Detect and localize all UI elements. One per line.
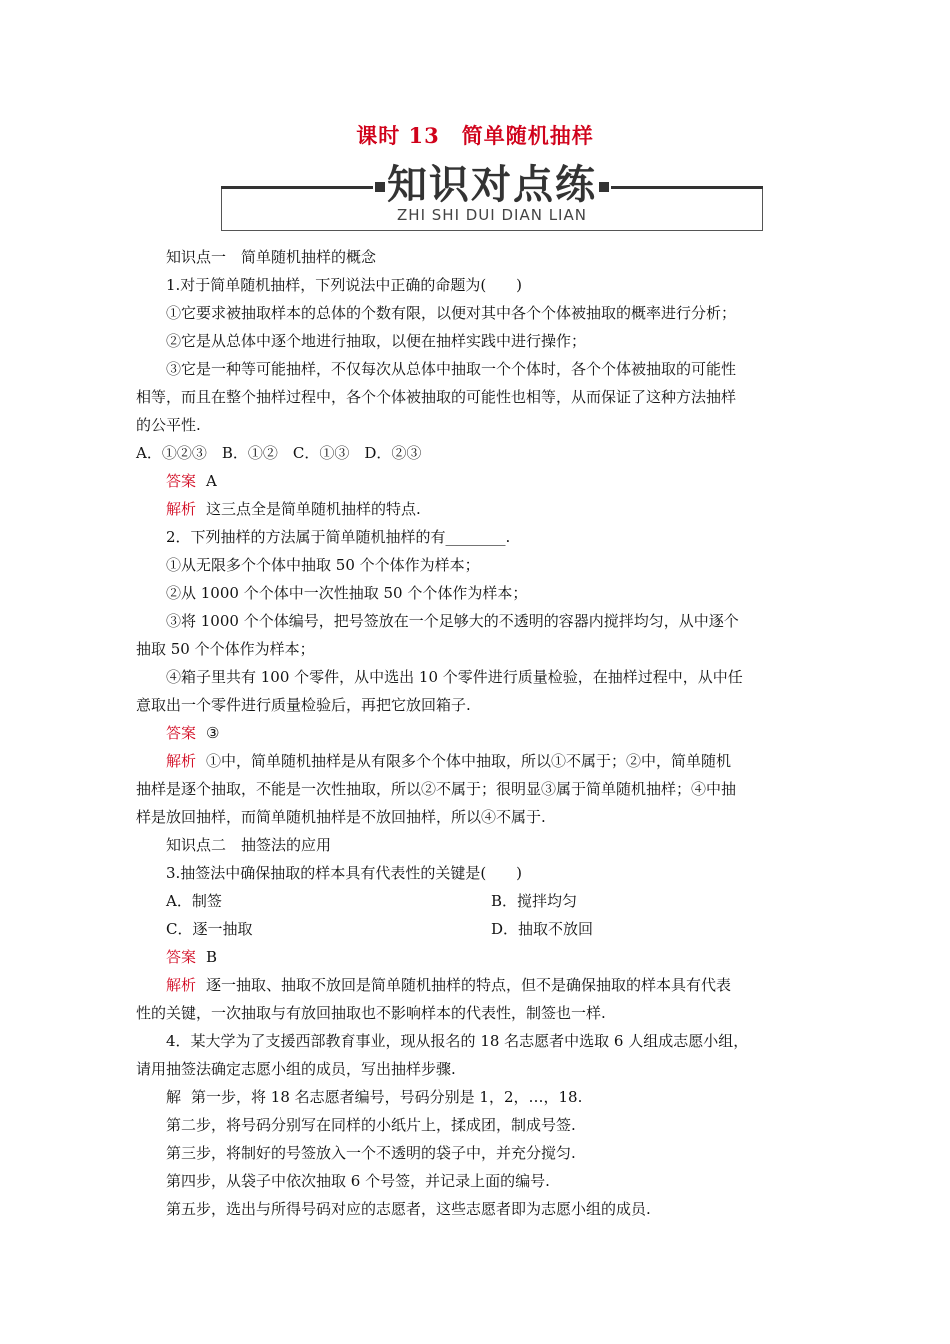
q3-option-b: B．搅拌均匀 bbox=[491, 892, 578, 910]
q1-statement-3: ③它是一种等可能抽样，不仅每次从总体中抽取一个个体时，各个个体被抽取的可能性 bbox=[166, 360, 737, 378]
q4-solution-step-3: 第三步，将制好的号签放入一个不透明的袋子中，并充分搅匀. bbox=[166, 1144, 576, 1162]
q2-analysis bbox=[136, 747, 816, 775]
q3-stem: 3.抽签法中确保抽取的样本具有代表性的关键是( ) bbox=[166, 864, 523, 882]
q2-statement-2: ②从 1000 个个体中一次性抽取 50 个个体作为样本； bbox=[166, 584, 528, 602]
analysis-label: 解析 bbox=[166, 500, 197, 518]
q3-analysis bbox=[136, 971, 816, 999]
q4-stem-cont: 请用抽签法确定志愿小组的成员，写出抽样步骤. bbox=[136, 1060, 456, 1078]
answer-label: 答案 bbox=[166, 724, 197, 742]
solution-step-text: 第一步，将 18 名志愿者编号，号码分别是 1，2，…，18. bbox=[191, 1088, 583, 1106]
analysis-text: 这三点全是简单随机抽样的特点. bbox=[206, 500, 421, 518]
answer-label: 答案 bbox=[166, 948, 197, 966]
banner-subtitle: ZHI SHI DUI DIAN LIAN bbox=[397, 206, 587, 224]
q3-options-row-2 bbox=[136, 915, 816, 943]
section-heading-2: 知识点二 抽签法的应用 bbox=[166, 836, 332, 854]
solution-label: 解 bbox=[166, 1088, 182, 1106]
q2-statement-4-cont: 意取出一个零件进行质量检验后，再把它放回箱子. bbox=[136, 696, 471, 714]
answer-label: 答案 bbox=[166, 472, 197, 490]
banner-title: 知识对点练 bbox=[387, 162, 597, 208]
q2-answer bbox=[136, 719, 816, 747]
q4-stem: 4．某大学为了支援西部教育事业，现从报名的 18 名志愿者中选取 6 人组成志愿小组， bbox=[166, 1032, 749, 1050]
section-banner bbox=[221, 158, 763, 232]
analysis-text: 逐一抽取、抽取不放回是简单随机抽样的特点，但不是确保抽取的样本具有代表 bbox=[206, 976, 732, 994]
section-heading-1: 知识点一 简单随机抽样的概念 bbox=[166, 248, 377, 266]
q3-option-a: A．制签 bbox=[166, 892, 222, 910]
q1-statement-2: ②它是从总体中逐个地进行抽取，以便在抽样实践中进行操作； bbox=[166, 332, 587, 350]
q2-stem: 2．下列抽样的方法属于简单随机抽样的有________. bbox=[166, 528, 511, 546]
q4-solution-step-5: 第五步，选出与所得号码对应的志愿者，这些志愿者即为志愿小组的成员. bbox=[166, 1200, 651, 1218]
page-title: 课时 13 简单随机抽样 bbox=[356, 123, 594, 148]
q4-solution-step-4: 第四步，从袋子中依次抽取 6 个号签，并记录上面的编号. bbox=[166, 1172, 550, 1190]
answer-value: B bbox=[206, 948, 218, 966]
answer-value: A bbox=[206, 472, 217, 490]
answer-value: ③ bbox=[206, 724, 220, 742]
analysis-label: 解析 bbox=[166, 976, 197, 994]
document-body bbox=[136, 243, 816, 1223]
q2-analysis-end: 样是放回抽样，而简单随机抽样是不放回抽样，所以④不属于. bbox=[136, 808, 546, 826]
q2-statement-3: ③将 1000 个个体编号，把号签放在一个足够大的不透明的容器内搅拌均匀，从中逐个 bbox=[166, 612, 739, 630]
q2-analysis-cont: 抽样是逐个抽取，不能是一次性抽取，所以②不属于；很明显③属于简单随机抽样；④中抽 bbox=[136, 780, 737, 798]
q1-statement-3-cont: 相等，而且在整个抽样过程中，各个个体被抽取的可能性也相等，从而保证了这种方法抽样 bbox=[136, 388, 737, 406]
q4-solution-step-2: 第二步，将号码分别写在同样的小纸片上，揉成团，制成号签. bbox=[166, 1116, 576, 1134]
q2-statement-3-cont: 抽取 50 个个体作为样本； bbox=[136, 640, 315, 658]
q3-answer bbox=[136, 943, 816, 971]
q1-answer bbox=[136, 467, 816, 495]
analysis-label: 解析 bbox=[166, 752, 197, 770]
q1-stem: 1.对于简单随机抽样，下列说法中正确的命题为( ) bbox=[166, 276, 523, 294]
q2-statement-4: ④箱子里共有 100 个零件，从中选出 10 个零件进行质量检验，在抽样过程中，从中任 bbox=[166, 668, 743, 686]
q4-solution-step-1 bbox=[136, 1083, 816, 1111]
analysis-text: ①中，简单随机抽样是从有限多个个体中抽取，所以①不属于；②中，简单随机 bbox=[206, 752, 732, 770]
q2-statement-1: ①从无限多个个体中抽取 50 个个体作为样本； bbox=[166, 556, 480, 574]
q1-options: A．①②③ B．①② C．①③ D．②③ bbox=[136, 444, 422, 462]
q1-statement-1: ①它要求被抽取样本的总体的个数有限，以便对其中各个个体被抽取的概率进行分析； bbox=[166, 304, 737, 322]
q1-analysis bbox=[136, 495, 816, 523]
q3-option-c: C．逐一抽取 bbox=[166, 920, 253, 938]
q3-analysis-cont: 性的关键，一次抽取与有放回抽取也不影响样本的代表性，制签也一样. bbox=[136, 1004, 606, 1022]
q1-statement-3-end: 的公平性. bbox=[136, 416, 201, 434]
q3-options-row-1 bbox=[136, 887, 816, 915]
q3-option-d: D．抽取不放回 bbox=[491, 920, 594, 938]
